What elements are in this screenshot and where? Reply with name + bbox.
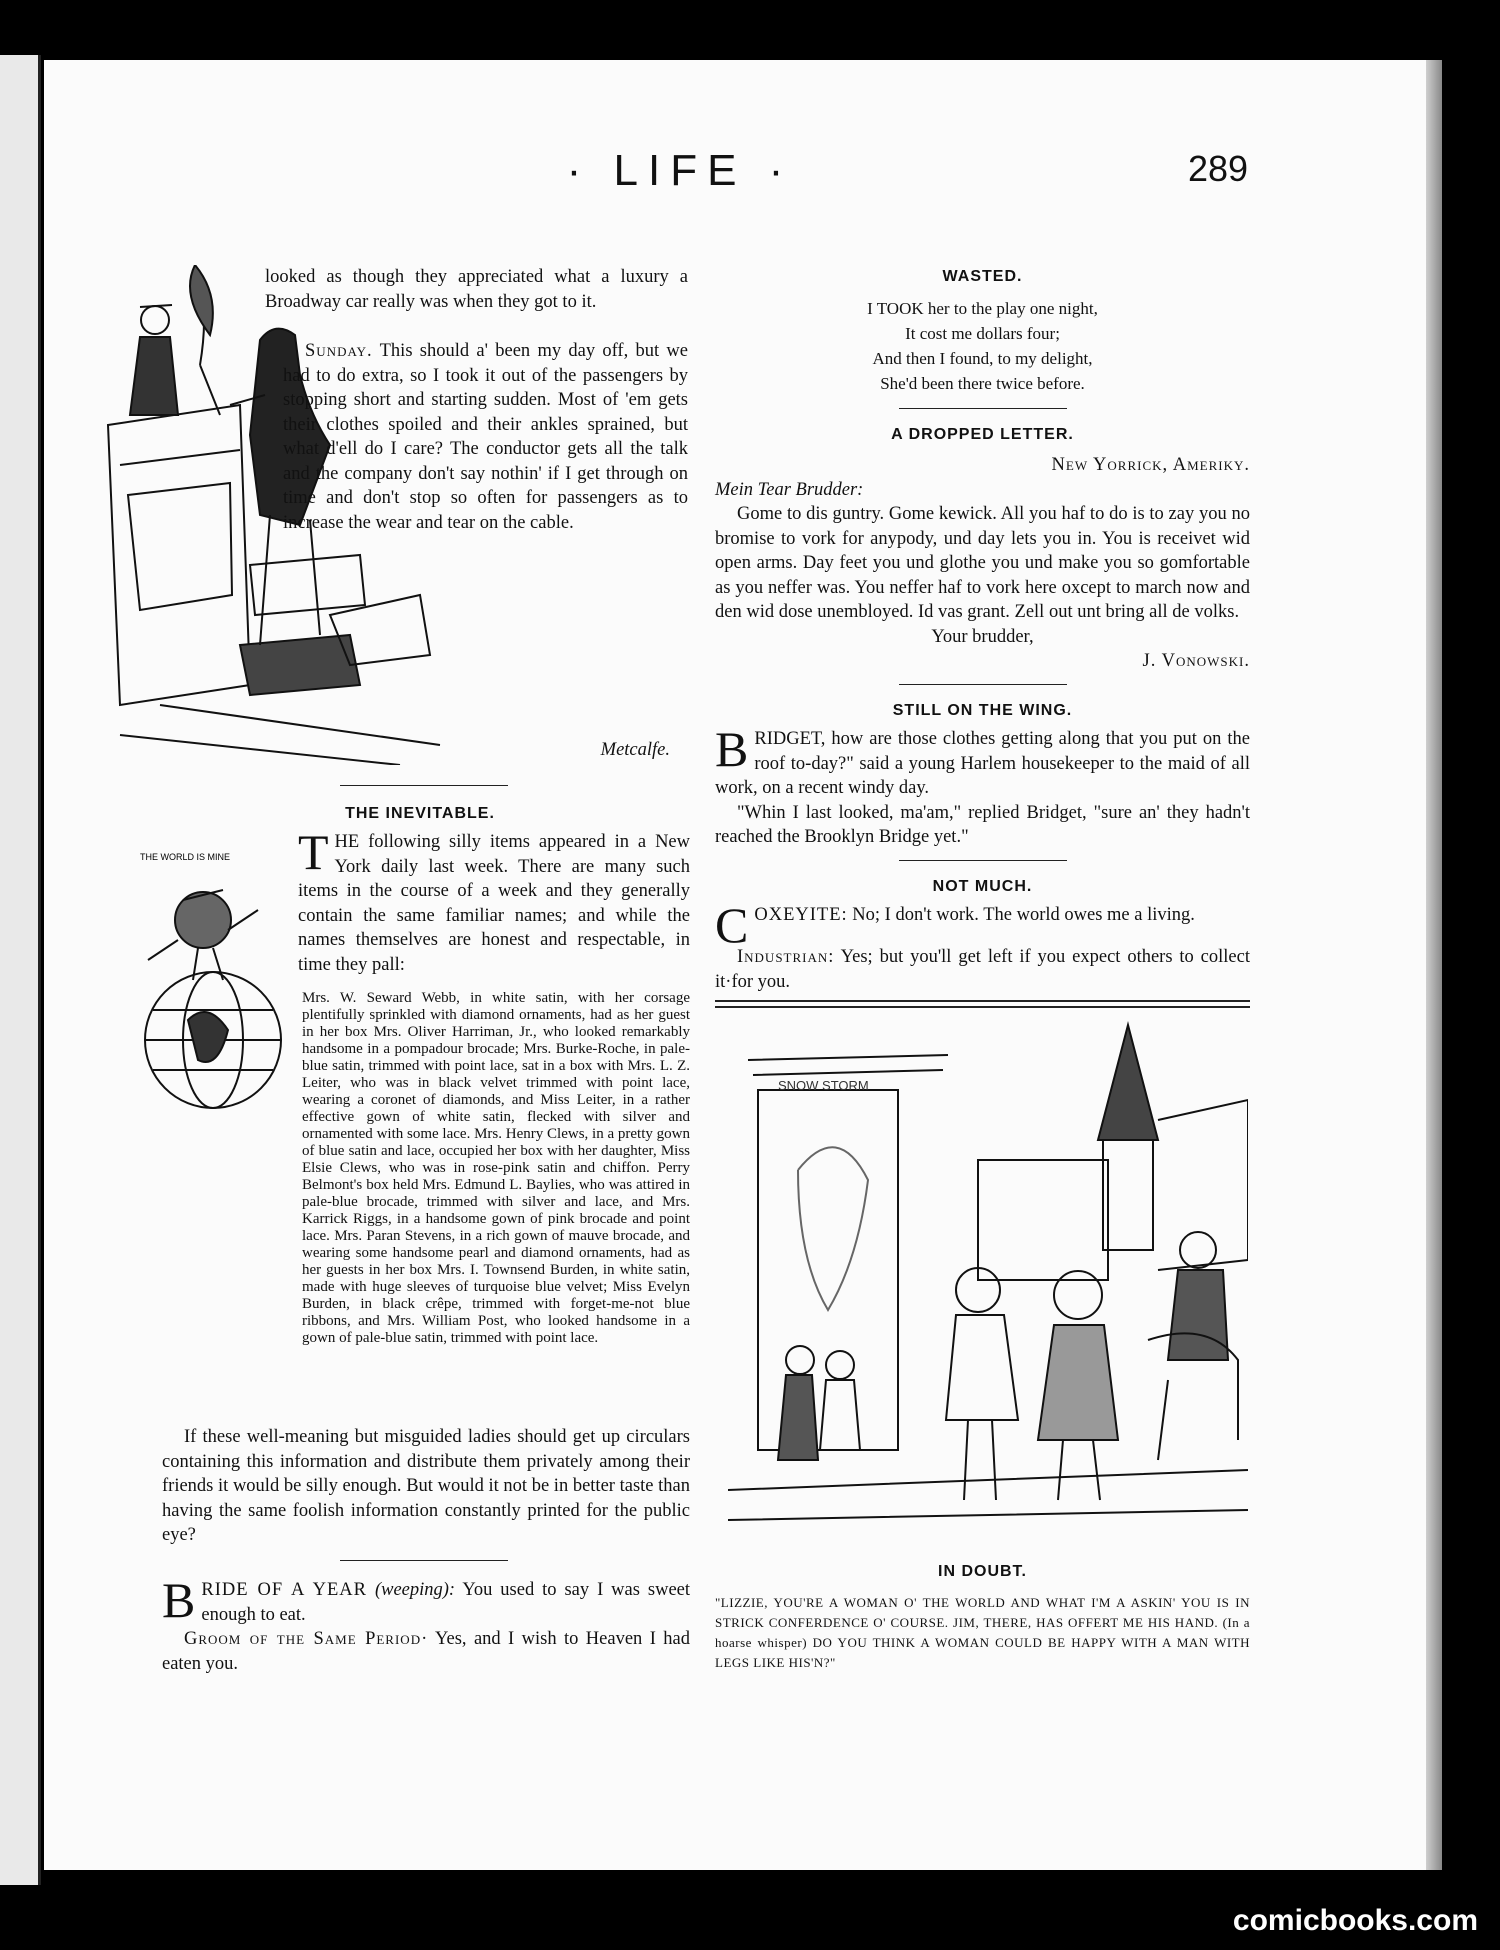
society-quote-text: Mrs. W. Seward Webb, in white satin, with her corsage plentifully sprinkled with diamond ornaments, had as her guest in her box Mrs. Oliver Harriman, Jr., who looked remarkably handsome in a pompadour brocade; Mrs. Burke-Roche, in pale-blue satin, trimmed with point lace, sat in a box with Mrs. L. Z. Leiter, who was in black velvet trimmed with point lace, wearing a coronet of diamonds, and Miss Leiter, in a rather effective gown of white satin, flecked with silver and ornamented with some lace. Mrs. Henry Clews, in a pretty gown of blue satin and lace, occupied her box with her daughter, Miss Elsie Clews, who was in rose-pink satin and chiffon. Perry Belmont's box held Mrs. Edmund L. Baylies, who was attired in pale-blue brocade, trimmed with silver and lace, and Mrs. Karrick Riggs, in a handsome gown of pink brocade and point lace. Mrs. Paran Stevens, in a rich gown of mauve brocade, and wearing some handsome pearl and diamond ornaments, had as her guests in her box Mrs. I. Townsend Burden, in white satin, made with huge sleeves of turquoise blue velvet; Miss Evelyn Burden, in black crêpe, trimmed with forget-me-not blue ribbons, and Mrs. William Post, who looked handsome in a gown of pale-blue satin, trimmed with point lace. [302, 990, 690, 1346]
bride-text: You used to say I was sweet enough to eat. [201, 1580, 690, 1625]
drop-cap-b: B [162, 1572, 196, 1628]
groom-text: Yes, and I wish to Heaven I had eaten you. [162, 1629, 690, 1674]
letter-place: New Yorrick, Ameriky. [1051, 455, 1250, 475]
globe-label: THE WORLD IS MINE [140, 852, 231, 862]
intro-paragraph: looked as though they appreciated what a luxury a Broadway car really was when they got to it. [265, 267, 688, 312]
inevitable-heading-wrap [150, 802, 690, 827]
wing-title: STILL ON THE WING. [892, 701, 1073, 719]
wasted-line: She'd been there twice before. [880, 373, 1085, 393]
cartoon-caption-block [715, 1560, 1250, 1673]
in-doubt-cartoon [728, 1020, 1248, 1550]
inevitable-intro [298, 824, 690, 977]
letter-body: Gome to dis guntry. Gome kewick. All you haf to do is to zay you no bromise to vork for anypody, und day lets you in. You is receivet wid open arms. Day feet you und glothe you und make you so gomfortable as you neffer was. You neffer haf to vork here oxcept to march now and den wid dose unembloyed. Id vas grant. Zell out unt bring all de volks. [715, 504, 1250, 622]
letter-closing: Your brudder, [931, 626, 1034, 647]
bride-label: RIDE OF A YEAR [201, 1580, 367, 1600]
drop-cap-c: C [715, 897, 749, 953]
cartoon-title: IN DOUBT. [938, 1563, 1027, 1580]
groom-label: Groom of the Same Period· [184, 1629, 429, 1649]
wing-paragraph-1: RIDGET, how are those clothes getting along that you put on the roof to-day?" said a young Harlem housekeeper to the maid of all work, on a recent windy day. [715, 729, 1250, 798]
notmuch-title: NOT MUCH. [932, 877, 1033, 895]
letter-title: A DROPPED LETTER. [891, 425, 1074, 443]
right-column-top [715, 265, 1250, 994]
industrian-text: Yes; but you'll get left if you expect others to collect it·for you. [715, 947, 1250, 992]
bride-groom-dialogue [162, 1572, 690, 1676]
sunday-label: Sunday. [305, 341, 373, 361]
section-divider [340, 785, 508, 786]
facing-page-edge [0, 55, 41, 1885]
signature-block [520, 738, 670, 763]
drop-cap-t: T [298, 824, 329, 880]
society-quote [162, 990, 690, 1347]
sunday-entry [283, 339, 688, 535]
section-divider [899, 684, 1067, 685]
wasted-title: WASTED. [942, 268, 1023, 285]
inevitable-title: THE INEVITABLE. [345, 805, 495, 822]
inevitable-outro-text: If these well-meaning but misguided ladies should get up circulars containing this information and distribute them privately among their friends it would be silly enough. But would it not be in better taste than having the same foolish information constantly printed for the public eye? [162, 1427, 690, 1545]
industrian-label: Industrian: [737, 947, 835, 967]
double-rule [715, 1000, 1250, 1008]
section-divider [340, 1560, 508, 1561]
section-divider [899, 408, 1067, 409]
bride-aside: (weeping): [374, 1580, 456, 1600]
letter-salutation: Mein Tear Brudder: [715, 479, 864, 500]
wasted-line: I TOOK her to the play one night, [867, 298, 1098, 318]
source-watermark: comicbooks.com [1232, 1904, 1478, 1937]
wasted-line: It cost me dollars four; [905, 323, 1060, 343]
inevitable-intro-text: HE following silly items appeared in a New York daily last week. There are many such items in the course of a week and they generally contain the same familiar names; and while the names themselves are honest and respectable, in time they pall: [298, 832, 690, 975]
signature-metcalfe: Metcalfe. [600, 740, 670, 760]
left-column-top [265, 265, 688, 314]
sunday-text: This should a' been my day off, but we had to do extra, so I took it out of the passengers by stopping short and starting sudden. Most of 'em gets their clothes spoiled and their ankles sprained, but what d'ell do I care? The conductor gets all the talk and the company don't say nothin' if I get through on time and don't stop so often for passengers as to increase the wear and tear on the cable. [283, 341, 688, 533]
page-number: 289 [1188, 148, 1249, 189]
wing-paragraph-2: "Whin I last looked, ma'am," replied Bridget, "sure an' they hadn't reached the Brooklyn Bridge yet." [715, 802, 1250, 847]
section-divider [899, 860, 1067, 861]
letter-signature: J. Vonowski. [1142, 651, 1250, 671]
cartoon-caption: "LIZZIE, YOU'RE A WOMAN O' THE WORLD AND WHAT I'M A ASKIN' YOU IS IN STRICK CONFERDENCE O' COURSE. JIM, THERE, HAS OFFERT ME HIS HAND. (In a hoarse whisper) DO YOU THINK A WOMAN COULD BE HAPPY WITH A MAN WITH LEGS LIKE HIS'N?" [715, 1594, 1250, 1670]
coxey-text: No; I don't work. The world owes me a living. [852, 905, 1195, 925]
shop-sign: SNOW STORM [778, 1078, 869, 1093]
masthead-title: · LIFE · [566, 146, 794, 195]
page-spine-shadow [1426, 60, 1442, 1870]
wasted-line: And then I found, to my delight, [872, 348, 1093, 368]
coxey-label: OXEYITE: [754, 905, 848, 925]
wasted-poem [715, 296, 1250, 396]
drop-cap-b: B [715, 721, 749, 777]
inevitable-outro [162, 1425, 690, 1548]
